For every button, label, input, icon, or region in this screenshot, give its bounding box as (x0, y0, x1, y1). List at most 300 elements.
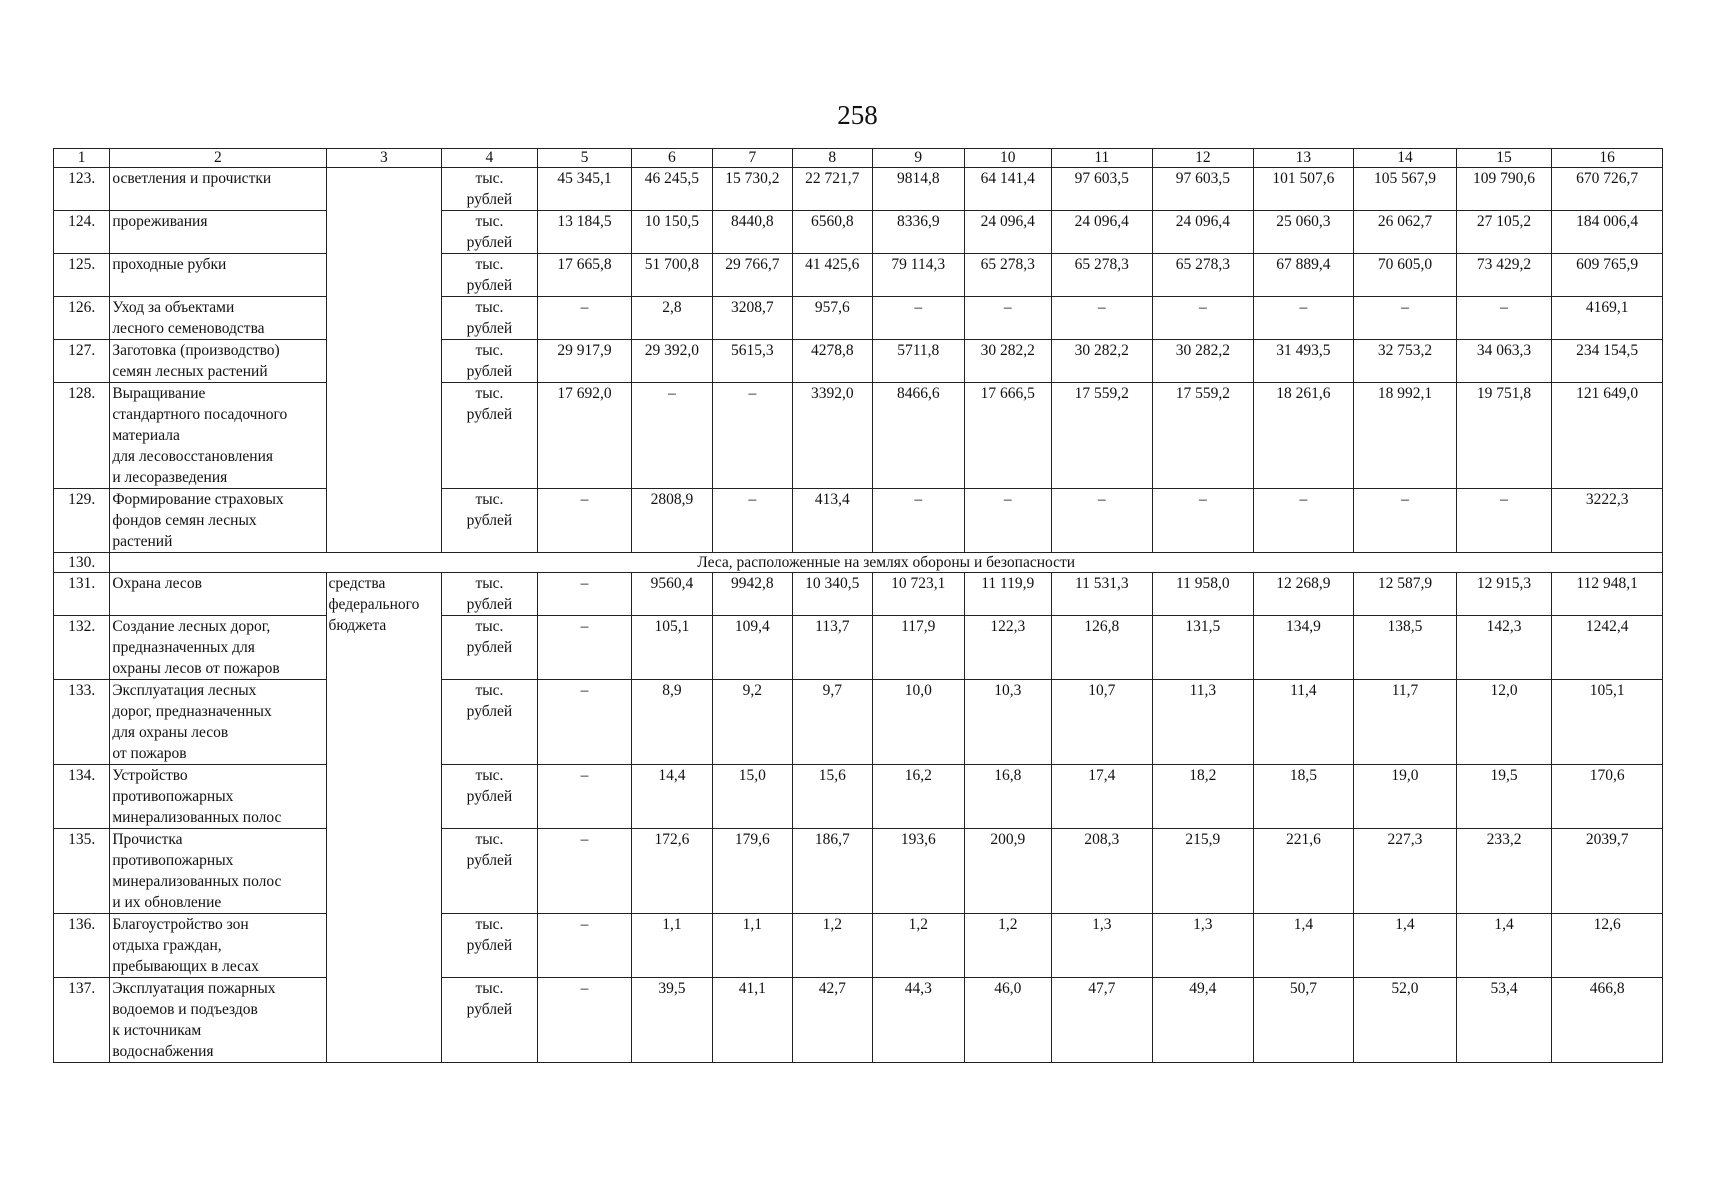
cell-line: тыс. (475, 342, 504, 359)
column-number-cell: 13 (1253, 149, 1354, 168)
cell-line: рублей (466, 852, 513, 869)
unit-cell (442, 914, 538, 978)
value-cell: 24 096,4 (1153, 211, 1254, 254)
value-cell: 42,7 (793, 978, 872, 1063)
page-number: 258 (837, 100, 878, 130)
value-cell: 3392,0 (793, 383, 872, 489)
section-title: Леса, расположенные на землях обороны и безопасности (110, 553, 1663, 573)
value-cell: 8440,8 (712, 211, 792, 254)
cell-line: фондов семян лесных (112, 512, 257, 529)
row-name (110, 765, 326, 829)
value-cell: 22 721,7 (793, 168, 872, 211)
value-cell: – (1153, 297, 1254, 340)
cell-line: рублей (466, 191, 513, 208)
cell-line: тыс. (475, 916, 504, 933)
value-cell: – (1354, 489, 1457, 553)
row-number: 125. (54, 254, 110, 297)
row-number: 133. (54, 680, 110, 765)
cell-line: водоснабжения (112, 1043, 214, 1060)
value-cell: 172,6 (632, 829, 712, 914)
column-number-cell: 11 (1051, 149, 1153, 168)
cell-line: тыс. (475, 618, 504, 635)
cell-line: Благоустройство зон (112, 916, 249, 933)
value-cell: 50,7 (1253, 978, 1354, 1063)
value-cell: – (1153, 489, 1254, 553)
cell-line: рублей (466, 788, 513, 805)
unit-cell (442, 829, 538, 914)
table-row (54, 573, 1663, 616)
row-name (110, 383, 326, 489)
value-cell: 29 392,0 (632, 340, 712, 383)
value-cell: – (537, 489, 632, 553)
value-cell: 413,4 (793, 489, 872, 553)
value-cell: 4169,1 (1552, 297, 1663, 340)
value-cell: 65 278,3 (1153, 254, 1254, 297)
value-cell: 957,6 (793, 297, 872, 340)
value-cell: 10,0 (872, 680, 965, 765)
value-cell: 2,8 (632, 297, 712, 340)
value-cell: 466,8 (1552, 978, 1663, 1063)
value-cell: 26 062,7 (1354, 211, 1457, 254)
value-cell: 70 605,0 (1354, 254, 1457, 297)
value-cell: 233,2 (1456, 829, 1552, 914)
value-cell: 134,9 (1253, 616, 1354, 680)
value-cell: 215,9 (1153, 829, 1254, 914)
column-number-cell: 7 (712, 149, 792, 168)
value-cell: 97 603,5 (1153, 168, 1254, 211)
value-cell: 44,3 (872, 978, 965, 1063)
value-cell: 184 006,4 (1552, 211, 1663, 254)
value-cell: – (537, 765, 632, 829)
value-cell: – (712, 383, 792, 489)
value-cell: – (1253, 297, 1354, 340)
cell-line: рублей (466, 234, 513, 251)
unit-cell (442, 340, 538, 383)
table-row (54, 914, 1663, 978)
value-cell: 52,0 (1354, 978, 1457, 1063)
value-cell: 29 917,9 (537, 340, 632, 383)
cell-line: растений (112, 533, 173, 550)
value-cell: 9,7 (793, 680, 872, 765)
row-name (110, 211, 326, 254)
cell-line: осветления и прочистки (112, 170, 272, 187)
value-cell: 41,1 (712, 978, 792, 1063)
column-number-cell: 14 (1354, 149, 1457, 168)
value-cell: – (965, 297, 1051, 340)
value-cell: – (537, 978, 632, 1063)
value-cell: 1,2 (793, 914, 872, 978)
table-row (54, 211, 1663, 254)
table-row (54, 765, 1663, 829)
column-number-row (54, 149, 1663, 168)
column-number-cell: 12 (1153, 149, 1254, 168)
value-cell: 39,5 (632, 978, 712, 1063)
value-cell: 200,9 (965, 829, 1051, 914)
column-number-cell: 15 (1456, 149, 1552, 168)
column-number-cell: 16 (1552, 149, 1663, 168)
cell-line: Создание лесных дорог, (112, 618, 271, 635)
value-cell: 30 282,2 (1051, 340, 1153, 383)
table-row (54, 168, 1663, 211)
value-cell: 1,2 (965, 914, 1051, 978)
value-cell: 34 063,3 (1456, 340, 1552, 383)
value-cell: 46,0 (965, 978, 1051, 1063)
value-cell: 8466,6 (872, 383, 965, 489)
value-cell: 109 790,6 (1456, 168, 1552, 211)
value-cell: 112 948,1 (1552, 573, 1663, 616)
unit-cell (442, 297, 538, 340)
value-cell: 29 766,7 (712, 254, 792, 297)
value-cell: 14,4 (632, 765, 712, 829)
cell-line: тыс. (475, 213, 504, 230)
value-cell: – (1051, 297, 1153, 340)
value-cell: 11 531,3 (1051, 573, 1153, 616)
value-cell: 30 282,2 (965, 340, 1051, 383)
cell-line: для охраны лесов (112, 724, 229, 741)
table-row (54, 616, 1663, 680)
value-cell: 9942,8 (712, 573, 792, 616)
value-cell: 131,5 (1153, 616, 1254, 680)
cell-line: дорог, предназначенных (112, 703, 272, 720)
cell-line: рублей (466, 406, 513, 423)
cell-line: тыс. (475, 385, 504, 402)
cell-line: средства (328, 575, 386, 592)
value-cell: – (537, 829, 632, 914)
value-cell: 18,2 (1153, 765, 1254, 829)
column-number-cell: 1 (54, 149, 110, 168)
table-row (54, 340, 1663, 383)
value-cell: – (965, 489, 1051, 553)
row-number: 137. (54, 978, 110, 1063)
value-cell: – (537, 680, 632, 765)
value-cell: – (537, 914, 632, 978)
value-cell: 109,4 (712, 616, 792, 680)
unit-cell (442, 254, 538, 297)
value-cell: 3222,3 (1552, 489, 1663, 553)
cell-line: семян лесных растений (112, 363, 268, 380)
column-number-cell: 8 (793, 149, 872, 168)
cell-line: тыс. (475, 980, 504, 997)
budget-table (53, 148, 1663, 1063)
row-name (110, 297, 326, 340)
row-name (110, 489, 326, 553)
cell-line: тыс. (475, 170, 504, 187)
cell-line: рублей (466, 639, 513, 656)
value-cell: 11 119,9 (965, 573, 1051, 616)
value-cell: 24 096,4 (1051, 211, 1153, 254)
table-row (54, 254, 1663, 297)
value-cell: 122,3 (965, 616, 1051, 680)
cell-line: к источникам (112, 1022, 202, 1039)
row-name (110, 616, 326, 680)
cell-line: прореживания (112, 213, 208, 230)
value-cell: – (1051, 489, 1153, 553)
row-name (110, 254, 326, 297)
cell-line: рублей (466, 363, 513, 380)
cell-line: и лесоразведения (112, 469, 228, 486)
value-cell: 186,7 (793, 829, 872, 914)
unit-cell (442, 765, 538, 829)
value-cell: 234 154,5 (1552, 340, 1663, 383)
row-name (110, 680, 326, 765)
value-cell: 221,6 (1253, 829, 1354, 914)
value-cell: 19,5 (1456, 765, 1552, 829)
value-cell: 6560,8 (793, 211, 872, 254)
cell-line: отдыха граждан, (112, 937, 222, 954)
row-number: 136. (54, 914, 110, 978)
column-number-cell: 3 (326, 149, 442, 168)
source-cell-empty (326, 168, 442, 553)
cell-line: рублей (466, 320, 513, 337)
cell-line: от пожаров (112, 745, 187, 762)
column-number-cell: 2 (110, 149, 326, 168)
row-number: 131. (54, 573, 110, 616)
value-cell: 17 665,8 (537, 254, 632, 297)
value-cell: 8336,9 (872, 211, 965, 254)
value-cell: – (1456, 489, 1552, 553)
unit-cell (442, 616, 538, 680)
value-cell: 2808,9 (632, 489, 712, 553)
value-cell: 10 340,5 (793, 573, 872, 616)
value-cell: 10 723,1 (872, 573, 965, 616)
cell-line: Охрана лесов (112, 575, 202, 592)
value-cell: 208,3 (1051, 829, 1153, 914)
value-cell: 17,4 (1051, 765, 1153, 829)
cell-line: Прочистка (112, 831, 183, 848)
value-cell: 97 603,5 (1051, 168, 1153, 211)
value-cell: 30 282,2 (1153, 340, 1254, 383)
value-cell: 4278,8 (793, 340, 872, 383)
value-cell: 17 666,5 (965, 383, 1051, 489)
value-cell: 12,6 (1552, 914, 1663, 978)
cell-line: тыс. (475, 491, 504, 508)
value-cell: – (537, 297, 632, 340)
cell-line: тыс. (475, 767, 504, 784)
cell-line: стандартного посадочного (112, 406, 288, 423)
cell-line: рублей (466, 703, 513, 720)
unit-cell (442, 489, 538, 553)
value-cell: 3208,7 (712, 297, 792, 340)
value-cell: 15,0 (712, 765, 792, 829)
cell-line: бюджета (328, 617, 387, 634)
funding-source (326, 573, 442, 1063)
value-cell: 12 587,9 (1354, 573, 1457, 616)
table-row (54, 383, 1663, 489)
column-number-cell: 5 (537, 149, 632, 168)
cell-line: водоемов и подъездов (112, 1001, 258, 1018)
cell-line: тыс. (475, 682, 504, 699)
value-cell: 41 425,6 (793, 254, 872, 297)
table-row (54, 489, 1663, 553)
value-cell: 11,3 (1153, 680, 1254, 765)
value-cell: 11 958,0 (1153, 573, 1254, 616)
cell-line: рублей (466, 512, 513, 529)
value-cell: 10,7 (1051, 680, 1153, 765)
value-cell: 17 692,0 (537, 383, 632, 489)
row-name (110, 168, 326, 211)
value-cell: – (537, 573, 632, 616)
value-cell: – (1354, 297, 1457, 340)
value-cell: 113,7 (793, 616, 872, 680)
value-cell: 9814,8 (872, 168, 965, 211)
cell-line: рублей (466, 937, 513, 954)
cell-line: тыс. (475, 299, 504, 316)
value-cell: 19,0 (1354, 765, 1457, 829)
row-number: 129. (54, 489, 110, 553)
value-cell: – (632, 383, 712, 489)
value-cell: 18,5 (1253, 765, 1354, 829)
cell-line: рублей (466, 596, 513, 613)
value-cell: 609 765,9 (1552, 254, 1663, 297)
value-cell: 45 345,1 (537, 168, 632, 211)
value-cell: 32 753,2 (1354, 340, 1457, 383)
value-cell: 117,9 (872, 616, 965, 680)
value-cell: – (712, 489, 792, 553)
row-number: 134. (54, 765, 110, 829)
value-cell: 138,5 (1354, 616, 1457, 680)
value-cell: 105,1 (1552, 680, 1663, 765)
row-number: 124. (54, 211, 110, 254)
value-cell: 1,2 (872, 914, 965, 978)
cell-line: рублей (466, 1001, 513, 1018)
value-cell: 46 245,5 (632, 168, 712, 211)
value-cell: 1242,4 (1552, 616, 1663, 680)
column-number-cell: 4 (442, 149, 538, 168)
value-cell: 1,4 (1253, 914, 1354, 978)
value-cell: 67 889,4 (1253, 254, 1354, 297)
unit-cell (442, 978, 538, 1063)
value-cell: 16,2 (872, 765, 965, 829)
unit-cell (442, 573, 538, 616)
value-cell: – (1253, 489, 1354, 553)
row-number: 135. (54, 829, 110, 914)
value-cell: 17 559,2 (1153, 383, 1254, 489)
value-cell: 73 429,2 (1456, 254, 1552, 297)
value-cell: 12 915,3 (1456, 573, 1552, 616)
column-number-cell: 9 (872, 149, 965, 168)
value-cell: 8,9 (632, 680, 712, 765)
value-cell: 10 150,5 (632, 211, 712, 254)
value-cell: 9,2 (712, 680, 792, 765)
value-cell: 142,3 (1456, 616, 1552, 680)
cell-line: тыс. (475, 575, 504, 592)
value-cell: 18 992,1 (1354, 383, 1457, 489)
value-cell: 126,8 (1051, 616, 1153, 680)
cell-line: Уход за объектами (112, 299, 235, 316)
cell-line: рублей (466, 277, 513, 294)
column-number-cell: 6 (632, 149, 712, 168)
cell-line: Формирование страховых (112, 491, 284, 508)
value-cell: 12,0 (1456, 680, 1552, 765)
value-cell: 1,3 (1153, 914, 1254, 978)
value-cell: 5711,8 (872, 340, 965, 383)
value-cell: 65 278,3 (1051, 254, 1153, 297)
unit-cell (442, 680, 538, 765)
cell-line: Эксплуатация пожарных (112, 980, 276, 997)
cell-line: для лесовосстановления (112, 448, 274, 465)
value-cell: – (872, 297, 965, 340)
row-number: 126. (54, 297, 110, 340)
cell-line: федерального (328, 596, 420, 613)
row-name (110, 340, 326, 383)
value-cell: 15,6 (793, 765, 872, 829)
section-row (54, 553, 1663, 573)
cell-line: материала (112, 427, 180, 444)
value-cell: 16,8 (965, 765, 1051, 829)
value-cell: 101 507,6 (1253, 168, 1354, 211)
value-cell: 2039,7 (1552, 829, 1663, 914)
row-number: 128. (54, 383, 110, 489)
column-number-cell: 10 (965, 149, 1051, 168)
value-cell: 10,3 (965, 680, 1051, 765)
table-row (54, 680, 1663, 765)
cell-line: минерализованных полос (112, 809, 282, 826)
value-cell: 27 105,2 (1456, 211, 1552, 254)
value-cell: 25 060,3 (1253, 211, 1354, 254)
value-cell: 227,3 (1354, 829, 1457, 914)
value-cell: 13 184,5 (537, 211, 632, 254)
value-cell: 193,6 (872, 829, 965, 914)
value-cell: 5615,3 (712, 340, 792, 383)
cell-line: противопожарных (112, 788, 234, 805)
value-cell: 105,1 (632, 616, 712, 680)
unit-cell (442, 211, 538, 254)
row-name (110, 573, 326, 616)
value-cell: 15 730,2 (712, 168, 792, 211)
cell-line: Выращивание (112, 385, 206, 402)
cell-line: пребывающих в лесах (112, 958, 259, 975)
value-cell: 64 141,4 (965, 168, 1051, 211)
value-cell: 47,7 (1051, 978, 1153, 1063)
value-cell: 170,6 (1552, 765, 1663, 829)
cell-line: предназначенных для (112, 639, 255, 656)
value-cell: 179,6 (712, 829, 792, 914)
cell-line: минерализованных полос (112, 873, 282, 890)
cell-line: противопожарных (112, 852, 234, 869)
value-cell: 1,1 (712, 914, 792, 978)
value-cell: 1,3 (1051, 914, 1153, 978)
table-row (54, 978, 1663, 1063)
value-cell: – (872, 489, 965, 553)
value-cell: 65 278,3 (965, 254, 1051, 297)
cell-line: тыс. (475, 256, 504, 273)
table-row (54, 297, 1663, 340)
value-cell: 11,7 (1354, 680, 1457, 765)
value-cell: 121 649,0 (1552, 383, 1663, 489)
value-cell: 18 261,6 (1253, 383, 1354, 489)
row-name (110, 978, 326, 1063)
cell-line: охраны лесов от пожаров (112, 660, 280, 677)
value-cell: 17 559,2 (1051, 383, 1153, 489)
value-cell: 1,1 (632, 914, 712, 978)
cell-line: Устройство (112, 767, 188, 784)
unit-cell (442, 168, 538, 211)
cell-line: проходные рубки (112, 256, 227, 273)
value-cell: 1,4 (1354, 914, 1457, 978)
cell-line: Заготовка (производство) (112, 342, 280, 359)
row-name (110, 829, 326, 914)
cell-line: Эксплуатация лесных (112, 682, 257, 699)
value-cell: 79 114,3 (872, 254, 965, 297)
row-number: 132. (54, 616, 110, 680)
value-cell: 19 751,8 (1456, 383, 1552, 489)
value-cell: 11,4 (1253, 680, 1354, 765)
value-cell: 31 493,5 (1253, 340, 1354, 383)
value-cell: 24 096,4 (965, 211, 1051, 254)
value-cell: 1,4 (1456, 914, 1552, 978)
value-cell: 51 700,8 (632, 254, 712, 297)
value-cell: 9560,4 (632, 573, 712, 616)
